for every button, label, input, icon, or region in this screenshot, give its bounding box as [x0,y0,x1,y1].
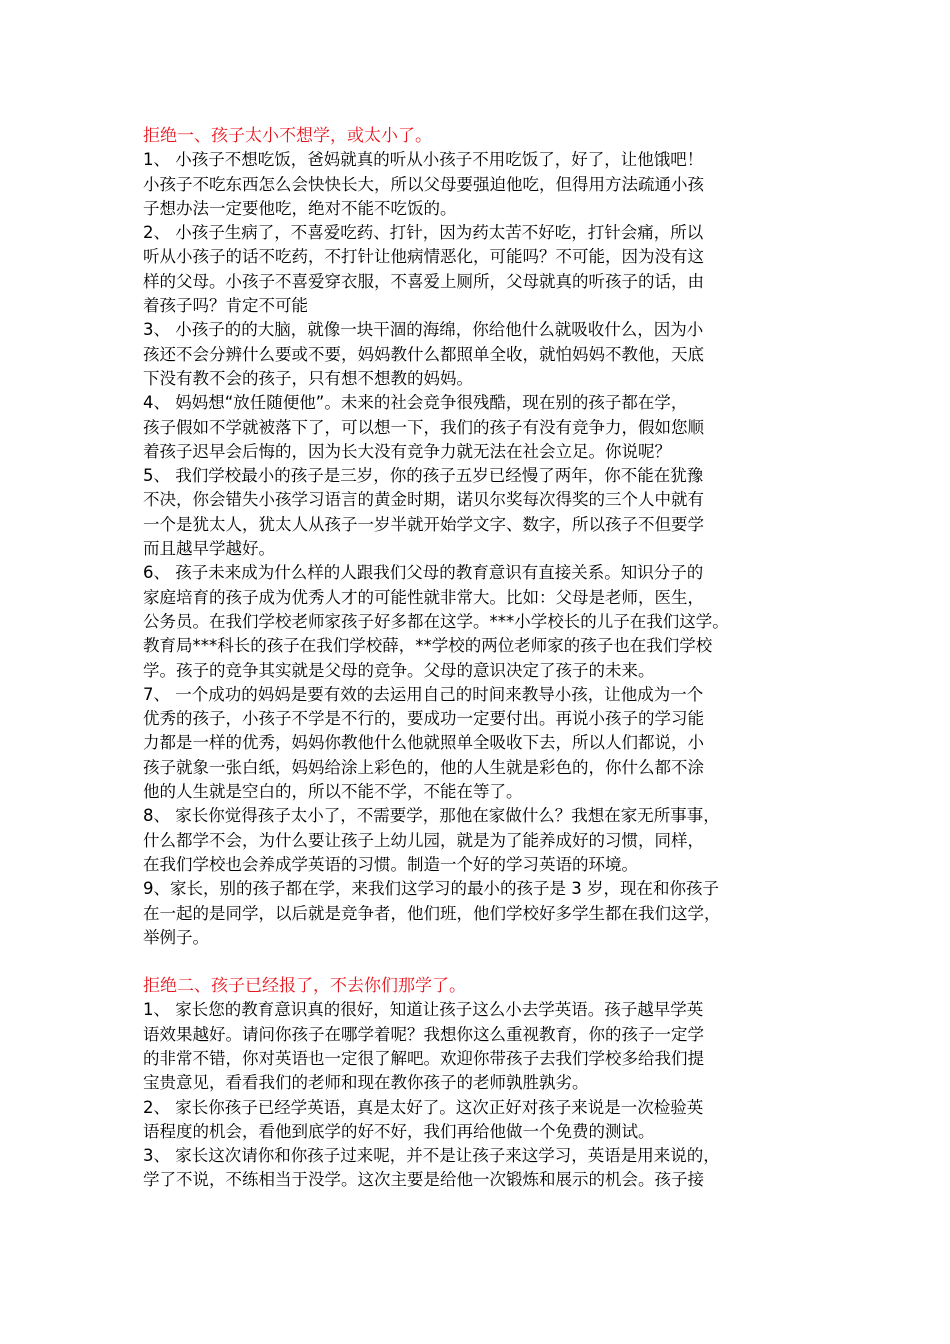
paragraph-line: 1、 小孩子不想吃饭，爸妈就真的听从小孩子不用吃饭了，好了，让他饿吧！ [143,150,704,170]
paragraph-line: 样的父母。小孩子不喜爱穿衣服，不喜爱上厕所，父母就真的听孩子的话，由 [143,271,704,291]
paragraph-line: 学。孩子的竞争其实就是父母的竞争。父母的意识决定了孩子的未来。 [143,660,655,680]
paragraph-line: 优秀的孩子，小孩子不学是不行的，要成功一定要付出。再说小孩子的学习能 [143,709,704,729]
paragraph-line: 6、 孩子未来成为什么样的人跟我们父母的教育意识有直接关系。知识分子的 [143,563,704,583]
paragraph-line: 宝贵意见，看看我们的老师和现在教你孩子的老师孰胜孰劣。 [143,1073,589,1093]
paragraph-line: 孩子假如不学就被落下了，可以想一下，我们的孩子有没有竞争力，假如您顺 [143,417,704,437]
paragraph-line: 子想办法一定要他吃，绝对不能不吃饭的。 [143,198,457,218]
paragraph-line: 9、家长，别的孩子都在学，来我们这学习的最小的孩子是 3 岁，现在和你孩子 [143,879,719,899]
paragraph-line: 着孩子迟早会后悔的，因为长大没有竞争力就无法在社会立足。你说呢？ [143,441,671,461]
paragraph-line: 不决，你会错失小孩学习语言的黄金时期，诺贝尔奖每次得奖的三个人中就有 [143,490,704,510]
paragraph-line: 2、 家长你孩子已经学英语，真是太好了。这次正好对孩子来说是一次检验英 [143,1097,704,1117]
paragraph-line: 5、 我们学校最小的孩子是三岁，你的孩子五岁已经慢了两年，你不能在犹豫 [143,466,704,486]
document-page [143,124,823,1193]
section-2-heading: 拒绝二、孩子已经报了，不去你们那学了。 [143,976,466,997]
paragraph-line: 下没有教不会的孩子，只有想不想教的妈妈。 [143,368,473,388]
paragraph-line: 家庭培育的孩子成为优秀人才的可能性就非常大。比如：父母是老师，医生， [143,587,704,607]
paragraph-line: 4、 妈妈想“放任随便他”。未来的社会竞争很残酷，现在别的孩子都在学， [143,393,688,413]
paragraph-line: 在我们学校也会养成学英语的习惯。制造一个好的学习英语的环境。 [143,854,638,874]
paragraph-line: 力都是一样的优秀，妈妈你教他什么他就照单全吸收下去，所以人们都说，小 [143,733,704,753]
paragraph-line: 1、 家长您的教育意识真的很好，知道让孩子这么小去学英语。孩子越早学英 [143,1000,704,1020]
section-2-body [143,998,823,1192]
paragraph-line: 在一起的是同学，以后就是竞争者，他们班，他们学校好多学生都在我们这学， [143,903,721,923]
section-1-heading: 拒绝一、孩子太小不想学，或太小了。 [143,126,432,146]
paragraph-line: 3、 家长这次请你和你孩子过来呢，并不是让孩子来这学习，英语是用来说的， [143,1146,720,1166]
paragraph-line: 什么都学不会，为什么要让孩子上幼儿园，就是为了能养成好的习惯，同样， [143,830,704,850]
paragraph-line: 教育局***科长的孩子在我们学校薛，**学校的两位老师家的孩子也在我们学校 [143,636,713,656]
paragraph-line: 着孩子吗？肯定不可能 [143,296,308,316]
paragraph-line: 小孩子不吃东西怎么会快快长大，所以父母要强迫他吃，但得用方法疏通小孩 [143,174,704,194]
paragraph-line: 2、 小孩子生病了，不喜爱吃药、打针，因为药太苦不好吃，打针会痛，所以 [143,223,704,243]
paragraph-line: 孩还不会分辨什么要或不要，妈妈教什么都照单全收，就怕妈妈不教他，天底 [143,344,704,364]
paragraph-line: 一个是犹太人，犹太人从孩子一岁半就开始学文字、数字，所以孩子不但要学 [143,514,704,534]
section-gap [143,950,823,974]
paragraph-line: 举例子。 [143,927,209,947]
paragraph-line: 公务员。在我们学校老师家孩子好多都在这学。***小学校长的儿子在我们这学。 [143,611,729,631]
paragraph-line: 学了不说，不练相当于没学。这次主要是给他一次锻炼和展示的机会。孩子接 [143,1170,704,1190]
paragraph-line: 而且越早学越好。 [143,539,275,559]
section-1-body [143,148,823,950]
paragraph-line: 8、 家长你觉得孩子太小了，不需要学，那他在家做什么？我想在家无所事事， [143,806,720,826]
paragraph-line: 孩子就象一张白纸，妈妈给涂上彩色的，他的人生就是彩色的，你什么都不涂 [143,757,704,777]
paragraph-line: 3、 小孩子的的大脑，就像一块干涸的海绵，你给他什么就吸收什么，因为小 [143,320,704,340]
paragraph-line: 听从小孩子的话不吃药，不打针让他病情恶化，可能吗？不可能，因为没有这 [143,247,704,267]
paragraph-line: 的非常不错，你对英语也一定很了解吧。欢迎你带孩子去我们学校多给我们提 [143,1048,704,1068]
paragraph-line: 语效果越好。请问你孩子在哪学着呢？我想你这么重视教育，你的孩子一定学 [143,1024,704,1044]
paragraph-line: 语程度的机会，看他到底学的好不好，我们再给他做一个免费的测试。 [143,1121,655,1141]
paragraph-line: 他的人生就是空白的，所以不能不学，不能在等了。 [143,782,523,802]
paragraph-line: 7、 一个成功的妈妈是要有效的去运用自己的时间来教导小孩，让他成为一个 [143,684,704,704]
